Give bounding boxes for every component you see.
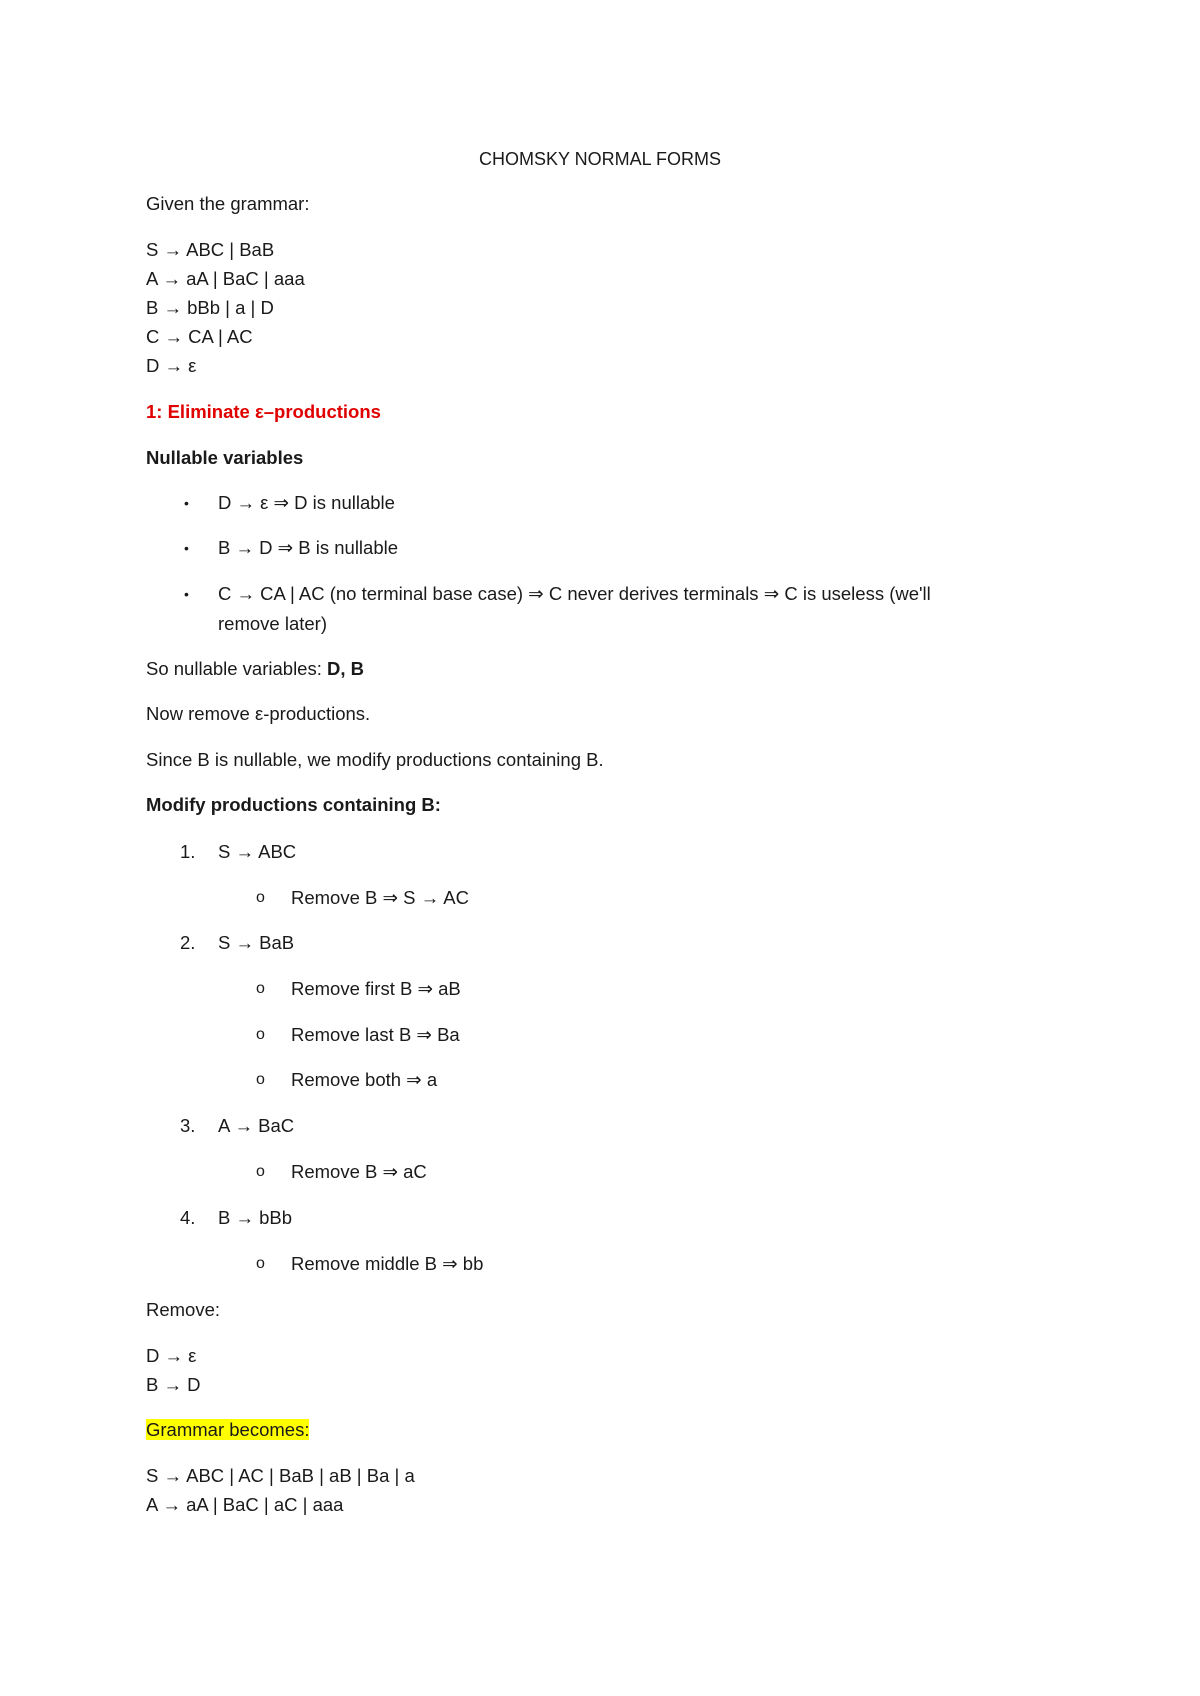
list-item: B → bBb	[218, 1207, 293, 1228]
bullet-text: B → D ⇒ B is nullable	[218, 537, 399, 558]
sub-bullet-icon: o	[256, 1026, 265, 1043]
bullet-icon: •	[184, 586, 189, 602]
grammar-line: A → aA | BaC | aaa	[146, 268, 305, 289]
bullet-text-continued: remove later)	[218, 613, 327, 634]
new-grammar-line: A → aA | BaC | aC | aaa	[146, 1494, 344, 1515]
nullable-summary	[146, 657, 364, 681]
removed-production: D → ε	[146, 1345, 197, 1366]
grammar-line: C → CA | AC	[146, 326, 253, 347]
remove-label: Remove:	[146, 1299, 221, 1320]
sub-item: Remove both ⇒ a	[291, 1069, 438, 1090]
grammar-line: B → bBb | a | D	[146, 297, 274, 318]
sub-item: Remove middle B ⇒ bb	[291, 1253, 484, 1274]
list-number: 4.	[180, 1207, 196, 1228]
list-number: 3.	[180, 1115, 196, 1136]
new-grammar-line: S → ABC | AC | BaB | aB | Ba | a	[146, 1465, 415, 1486]
sub-item: Remove last B ⇒ Ba	[291, 1024, 460, 1045]
bullet-text: C → CA | AC (no terminal base case) ⇒ C never derives terminals ⇒ C is useless (we'll	[218, 583, 931, 604]
nullable-prefix: So nullable variables:	[146, 658, 327, 679]
list-item: A → BaC	[218, 1115, 295, 1136]
grammar-line: D → ε	[146, 355, 197, 376]
list-item: S → ABC	[218, 841, 297, 862]
nullable-heading: Nullable variables	[146, 447, 304, 468]
sub-bullet-icon: o	[256, 1163, 265, 1180]
list-number: 2.	[180, 932, 196, 953]
bullet-icon: •	[184, 495, 189, 511]
bullet-text: D → ε ⇒ D is nullable	[218, 492, 395, 513]
sub-item: Remove B ⇒ aC	[291, 1161, 427, 1182]
list-number: 1.	[180, 841, 196, 862]
intro-text: Given the grammar:	[146, 193, 310, 214]
list-item: S → BaB	[218, 932, 295, 953]
removed-production: B → D	[146, 1374, 201, 1395]
paragraph: Now remove ε-productions.	[146, 703, 371, 724]
page-title: CHOMSKY NORMAL FORMS	[478, 149, 722, 169]
nullable-vars: D, B	[327, 658, 364, 679]
sub-item: Remove first B ⇒ aB	[291, 978, 461, 999]
paragraph: Since B is nullable, we modify productions containing B.	[146, 749, 604, 770]
highlighted-label: Grammar becomes:	[146, 1419, 310, 1440]
becomes-label-wrapper	[146, 1418, 309, 1442]
modify-heading: Modify productions containing B:	[146, 794, 441, 815]
sub-bullet-icon: o	[256, 1071, 265, 1088]
sub-bullet-icon: o	[256, 980, 265, 997]
grammar-line: S → ABC | BaB	[146, 239, 275, 260]
sub-bullet-icon: o	[256, 1255, 265, 1272]
bullet-icon: •	[184, 540, 189, 556]
sub-bullet-icon: o	[256, 889, 265, 906]
sub-item: Remove B ⇒ S → AC	[291, 887, 469, 908]
section-heading: 1: Eliminate ε–productions	[146, 401, 381, 422]
